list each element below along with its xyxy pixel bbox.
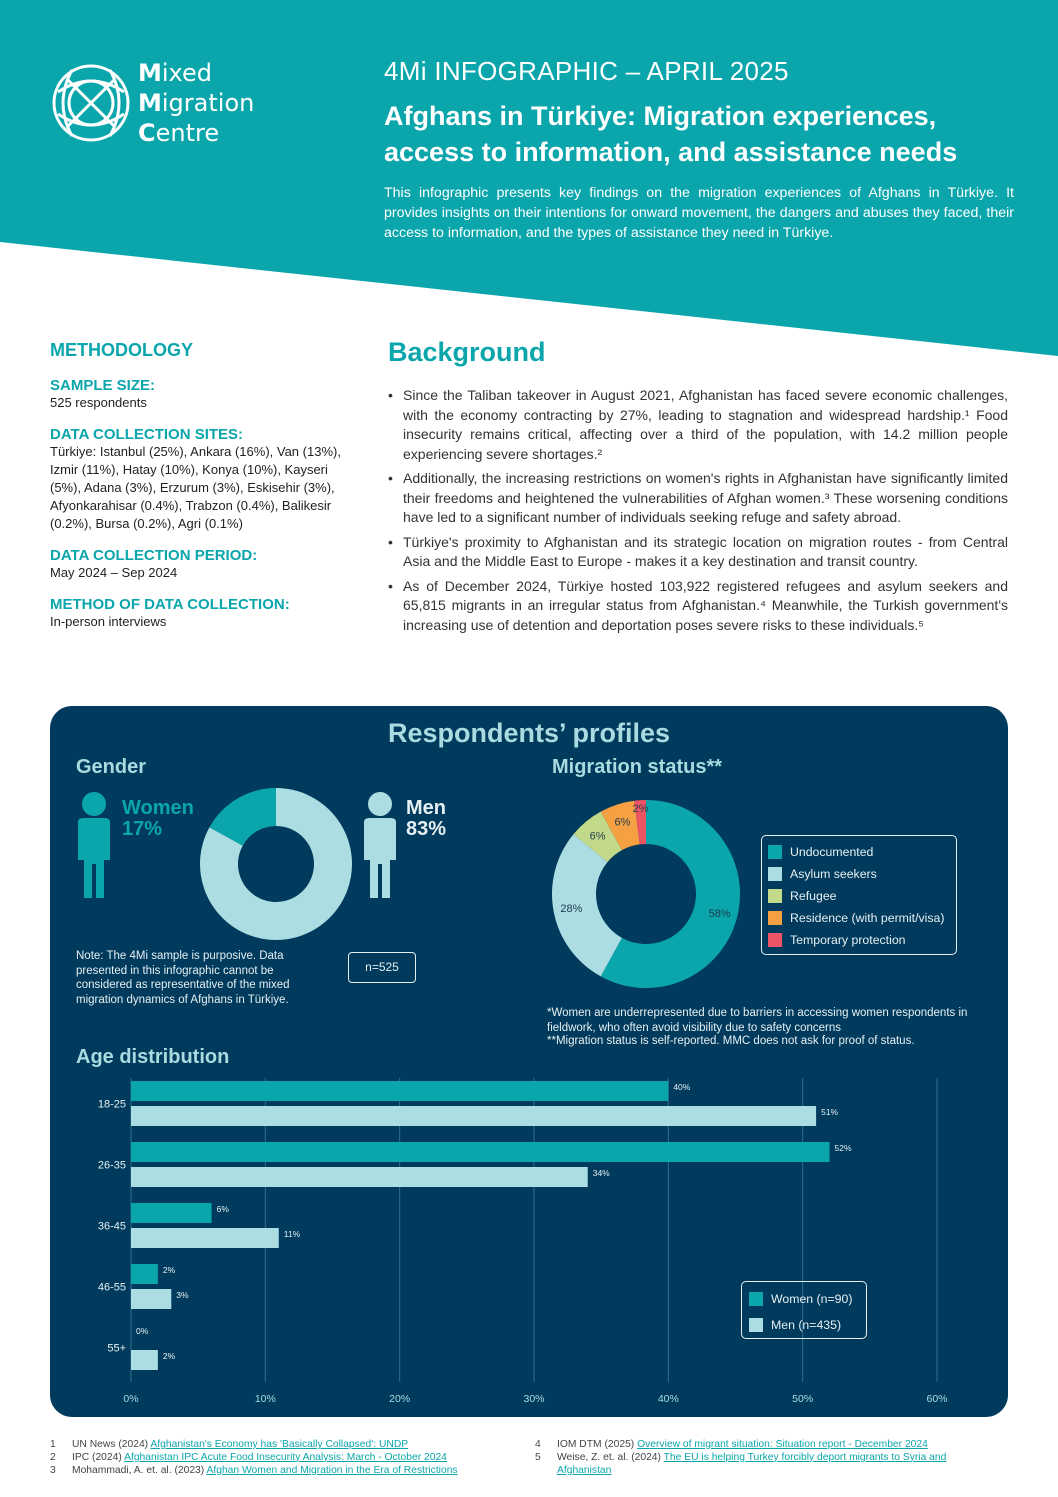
profiles-title: Respondents’ profiles [387, 718, 671, 748]
age-heading: Age distribution [76, 1046, 230, 1068]
footnote-link[interactable]: The EU is helping Turkey forcibly deport migrants to Syria and Afghanistan [557, 1451, 947, 1476]
legend-item [749, 1286, 866, 1312]
y-category-label: 26-35 [97, 1159, 126, 1172]
footnote-number: 3 [50, 1464, 56, 1476]
footnote-number: 5 [535, 1451, 541, 1463]
legend-item [768, 863, 956, 885]
background-bullet: • Türkiye's proximity to Afghanistan and its strategic location on migration routes - from Central Asia and the Middle East to Europe - makes it a key destination and transit country. [388, 533, 1008, 572]
status-slice-label: 58% [708, 907, 731, 920]
bar-value-label: 0% [136, 1326, 149, 1336]
sample-size-label: SAMPLE SIZE: [50, 377, 156, 394]
legend-item [768, 885, 956, 907]
legend-item [768, 929, 956, 951]
legend-swatch [768, 845, 782, 859]
legend-label: Women (n=90) [771, 1292, 853, 1306]
methodology-heading: METHODOLOGY [50, 340, 193, 360]
collection-sites-value: Türkiye: Istanbul (25%), Ankara (16%), Van (13%), Izmir (11%), Hatay (10%), Konya (10%), Kayseri (5%), Adana (3%), Erzurum (3%), Eskisehir (3%), Afyonkarahisar (0.4%), Trabzon (0.4%), Balikesir (0.2%), Bursa (0.2%), Agri (0.1%) [50, 444, 341, 531]
bar-value-label: 2% [162, 1265, 176, 1275]
footnote-item [50, 1439, 520, 1452]
collection-period-value: May 2024 – Sep 2024 [50, 565, 178, 580]
y-category-label: 36-45 [97, 1220, 126, 1233]
bar-value-label: 51% [821, 1107, 839, 1117]
legend-label: Temporary protection [790, 933, 906, 947]
mmc-logo: Mixed Migration Centre [50, 58, 254, 148]
legend-label: Undocumented [790, 845, 874, 859]
footnotes-left [50, 1439, 520, 1477]
men-stat [406, 798, 446, 840]
x-tick-label: 60% [926, 1393, 948, 1402]
woman-figure-icon [74, 790, 114, 902]
women-value: 17% [122, 818, 163, 840]
collection-method-value: In-person interviews [50, 614, 167, 629]
status-slice-label: 28% [560, 903, 583, 916]
x-tick-label: 20% [389, 1393, 411, 1402]
y-category-label: 18-25 [97, 1098, 126, 1111]
footnote-link[interactable]: Afghanistan IPC Acute Food Insecurity Analysis: March - October 2024 [124, 1451, 447, 1463]
status-slice-label: 6% [614, 816, 631, 829]
footnote-source: UN News (2024) [72, 1439, 151, 1450]
background-bullet: • Additionally, the increasing restrictions on women's rights in Afghanistan have significantly limited their freedoms and heightened the vulnerabilities of Afghan women.³ These worsening conditions have led to a significant number of individuals seeking refuge and safety abroad. [388, 469, 1008, 528]
women-stat [122, 798, 194, 840]
footnote-number: 2 [50, 1451, 56, 1463]
methodology-section [50, 340, 350, 631]
legend-label: Refugee [790, 889, 837, 903]
footnote-source: Mohammadi, A. et. al. (2023) [72, 1464, 207, 1476]
footnote-source: Weise, Z. et. al. (2024) [557, 1451, 664, 1463]
background-bullet: • Since the Taliban takeover in August 2021, Afghanistan has faced severe economic challenges, with the economy contracting by 27%, leading to stagnation and widespread hardship.¹ Food insecurity remains critical, affecting over a third of the population, with 14.2 million people experiencing severe shortages.² [388, 386, 1008, 464]
x-tick-label: 30% [523, 1393, 545, 1402]
infographic-kicker: 4Mi INFOGRAPHIC – APRIL 2025 [384, 56, 789, 86]
status-slice-label: 2% [632, 803, 649, 816]
legend-item [768, 841, 956, 863]
gender-donut-chart [196, 784, 356, 944]
age-distribution-chart [50, 1072, 1008, 1402]
man-figure-icon [360, 790, 400, 902]
x-tick-label: 0% [123, 1393, 139, 1402]
sample-note: Note: The 4Mi sample is purposive. Data presented in this infographic cannot be considered as representative of the mixed migration dynamics of Afghans in Türkiye. [76, 950, 290, 1006]
men-value: 83% [406, 818, 447, 840]
legend-label: Men (n=435) [771, 1318, 842, 1332]
footnote-item [535, 1439, 995, 1452]
footnote-number: 1 [50, 1439, 56, 1450]
logo-text-rest-2: igration [161, 89, 255, 117]
migration-status-heading: Migration status** [552, 756, 723, 778]
x-tick-label: 10% [254, 1393, 276, 1402]
migration-status-legend [761, 835, 957, 955]
footnote-item [50, 1465, 520, 1478]
background-list [388, 386, 1008, 640]
men-label: Men [406, 797, 446, 819]
bar-value-label: 6% [216, 1204, 229, 1214]
footnote-item [50, 1452, 520, 1465]
bar-value-label: 52% [834, 1143, 852, 1153]
footnote-item [535, 1452, 995, 1478]
age-legend [741, 1281, 867, 1339]
legend-swatch [768, 933, 782, 947]
women-bar [131, 1264, 158, 1284]
men-bar [131, 1350, 158, 1370]
legend-swatch [749, 1292, 763, 1306]
page-title: Afghans in Türkiye: Migration experiences, access to information, and assistance needs [384, 101, 958, 167]
women-bar [131, 1203, 212, 1223]
status-slice-label: 6% [589, 830, 606, 843]
profiles-panel [50, 706, 1008, 1417]
sample-size-value: 525 respondents [50, 395, 147, 410]
legend-item [749, 1312, 866, 1338]
bar-value-label: 40% [673, 1082, 691, 1092]
women-bar [131, 1081, 668, 1101]
footnote-source: IOM DTM (2025) [557, 1439, 638, 1450]
legend-item [768, 907, 956, 929]
logo-text-rest-3: entre [155, 119, 220, 147]
y-category-label: 46-55 [97, 1281, 126, 1294]
legend-swatch [768, 867, 782, 881]
mmc-logo-icon [50, 62, 132, 144]
women-bar [131, 1142, 830, 1162]
footnote-link[interactable]: Afghanistan's Economy has 'Basically Collapsed': UNDP [150, 1439, 409, 1450]
legend-label: Asylum seekers [790, 867, 877, 881]
legend-label: Residence (with permit/visa) [790, 911, 945, 925]
men-bar [131, 1167, 588, 1187]
collection-period-label: DATA COLLECTION PERIOD: [50, 547, 258, 564]
women-label: Women [122, 797, 194, 819]
footnote-link[interactable]: Overview of migrant situation: Situation report - December 2024 [637, 1439, 928, 1450]
bar-value-label: 3% [176, 1290, 189, 1300]
intro-paragraph: This infographic presents key findings on the migration experiences of Afghans in Türkiye. It provides insights on their intentions for onward movement, the dangers and abuses they faced, their access to information, and the types of assistance they need in Türkiye. [384, 185, 1014, 241]
bar-value-label: 34% [592, 1168, 610, 1178]
sample-size-badge: n=525 [348, 952, 416, 983]
footnote-number: 4 [535, 1439, 541, 1450]
logo-text-rest-1: ixed [161, 59, 213, 87]
gender-heading: Gender [76, 756, 147, 778]
footnote-source: IPC (2024) [72, 1451, 125, 1463]
background-heading: Background [388, 337, 546, 367]
footnote-link[interactable]: Afghan Women and Migration in the Era of Restrictions [206, 1464, 458, 1476]
legend-swatch [768, 911, 782, 925]
bar-value-label: 2% [162, 1351, 176, 1361]
men-bar [131, 1289, 171, 1309]
men-bar [131, 1228, 279, 1248]
collection-sites-label: DATA COLLECTION SITES: [50, 426, 244, 443]
footnotes-right [535, 1439, 995, 1477]
y-category-label: 55+ [107, 1342, 126, 1355]
migration-status-donut-chart [546, 794, 746, 994]
footnote-status: **Migration status is self-reported. MMC does not ask for proof of status. [547, 1035, 915, 1047]
legend-swatch [749, 1318, 763, 1332]
background-bullet: • As of December 2024, Türkiye hosted 103,922 registered refugees and asylum seekers and 65,815 migrants in an irregular status from Afghanistan.⁴ Meanwhile, the Turkish government's increasing use of detention and deportation poses severe risks to these individuals.⁵ [388, 577, 1008, 636]
legend-swatch [768, 889, 782, 903]
men-bar [131, 1106, 816, 1126]
x-tick-label: 50% [792, 1393, 814, 1402]
header-banner [0, 0, 1058, 360]
collection-method-label: METHOD OF DATA COLLECTION: [50, 596, 290, 613]
footnote-women: *Women are underrepresented due to barriers in accessing women respondents in fieldwork, who often avoid visibility due to safety concerns [547, 1007, 968, 1034]
x-tick-label: 40% [657, 1393, 679, 1402]
bar-value-label: 11% [283, 1229, 301, 1239]
